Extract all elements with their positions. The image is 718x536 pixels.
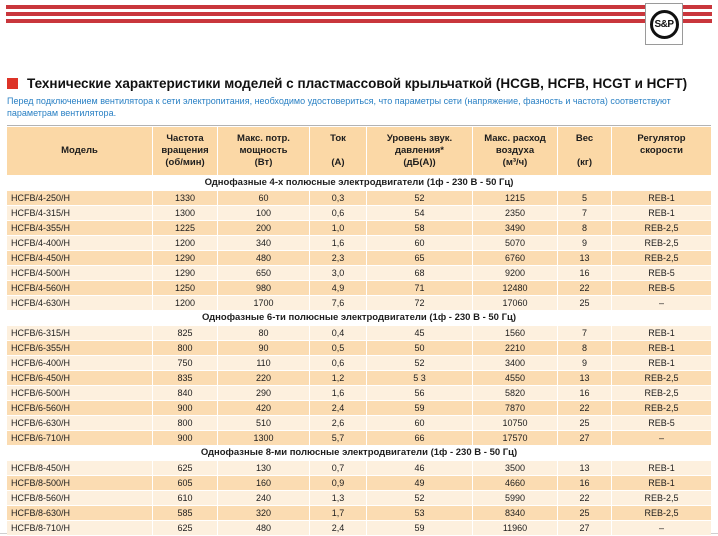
column-header-airflow: Макс. расход воздуха (м³/ч) (473, 127, 557, 175)
cell-power: 1700 (218, 296, 309, 310)
cell-speed: 835 (153, 371, 217, 385)
cell-weight: 7 (558, 326, 611, 340)
cell-model: HCFB/6-710/H (7, 431, 152, 445)
cell-regulator: REB-1 (612, 341, 711, 355)
cell-speed: 1200 (153, 236, 217, 250)
cell-speed: 1290 (153, 251, 217, 265)
cell-regulator: REB-2,5 (612, 401, 711, 415)
cell-airflow: 9200 (473, 266, 557, 280)
cell-airflow: 7870 (473, 401, 557, 415)
table-row (7, 386, 711, 400)
page-content (7, 76, 711, 536)
cell-noise: 54 (367, 206, 472, 220)
cell-model: HCFB/4-500/H (7, 266, 152, 280)
column-header-speed: Частота вращения (об/мин) (153, 127, 217, 175)
cell-speed: 1200 (153, 296, 217, 310)
cell-current: 7,6 (310, 296, 366, 310)
cell-speed: 1290 (153, 266, 217, 280)
column-header-model: Модель (7, 127, 152, 175)
spec-table (7, 125, 711, 535)
cell-current: 1,0 (310, 221, 366, 235)
table-header-row (7, 127, 711, 175)
cell-current: 0,9 (310, 476, 366, 490)
cell-noise: 5 3 (367, 371, 472, 385)
cell-model: HCFB/6-400/H (7, 356, 152, 370)
cell-current: 0,7 (310, 461, 366, 475)
section-header: Однофазные 4-х полюсные электродвигатели (1ф - 230 В - 50 Гц) (7, 176, 711, 190)
cell-weight: 5 (558, 191, 611, 205)
table-row (7, 266, 711, 280)
cell-model: HCFB/8-450/H (7, 461, 152, 475)
cell-model: HCFB/4-630/H (7, 296, 152, 310)
cell-regulator: REB-1 (612, 356, 711, 370)
cell-model: HCFB/4-450/H (7, 251, 152, 265)
cell-noise: 59 (367, 401, 472, 415)
cell-power: 480 (218, 251, 309, 265)
cell-power: 1300 (218, 431, 309, 445)
cell-regulator: REB-2,5 (612, 506, 711, 520)
cell-regulator: REB-1 (612, 206, 711, 220)
cell-current: 3,0 (310, 266, 366, 280)
cell-current: 5,7 (310, 431, 366, 445)
cell-regulator: REB-2,5 (612, 221, 711, 235)
cell-airflow: 12480 (473, 281, 557, 295)
cell-weight: 9 (558, 356, 611, 370)
cell-regulator: REB-2,5 (612, 251, 711, 265)
table-row (7, 296, 711, 310)
cell-power: 240 (218, 491, 309, 505)
cell-regulator: REB-1 (612, 476, 711, 490)
cell-speed: 610 (153, 491, 217, 505)
cell-speed: 1330 (153, 191, 217, 205)
cell-weight: 25 (558, 506, 611, 520)
cell-airflow: 8340 (473, 506, 557, 520)
cell-current: 4,9 (310, 281, 366, 295)
cell-regulator: REB-5 (612, 266, 711, 280)
sp-logo-text: S&P (654, 18, 674, 30)
cell-speed: 800 (153, 416, 217, 430)
cell-airflow: 10750 (473, 416, 557, 430)
table-body (7, 176, 711, 535)
cell-weight: 27 (558, 431, 611, 445)
cell-noise: 49 (367, 476, 472, 490)
table-row (7, 236, 711, 250)
cell-current: 0,5 (310, 341, 366, 355)
cell-noise: 53 (367, 506, 472, 520)
cell-power: 160 (218, 476, 309, 490)
brand-stripe (6, 19, 712, 23)
cell-speed: 900 (153, 431, 217, 445)
cell-weight: 8 (558, 341, 611, 355)
cell-model: HCFB/4-560/H (7, 281, 152, 295)
cell-regulator: REB-2,5 (612, 386, 711, 400)
cell-model: HCFB/8-710/H (7, 521, 152, 535)
cell-noise: 52 (367, 491, 472, 505)
brand-stripe (6, 5, 712, 9)
cell-airflow: 4660 (473, 476, 557, 490)
cell-model: HCFB/4-400/H (7, 236, 152, 250)
cell-model: HCFB/4-355/H (7, 221, 152, 235)
cell-airflow: 3490 (473, 221, 557, 235)
cell-weight: 8 (558, 221, 611, 235)
cell-noise: 72 (367, 296, 472, 310)
cell-model: HCFB/6-315/H (7, 326, 152, 340)
table-row (7, 461, 711, 475)
table-row (7, 281, 711, 295)
cell-current: 1,7 (310, 506, 366, 520)
cell-regulator: REB-1 (612, 326, 711, 340)
table-row (7, 356, 711, 370)
cell-weight: 25 (558, 296, 611, 310)
table-row (7, 506, 711, 520)
cell-power: 420 (218, 401, 309, 415)
cell-speed: 625 (153, 461, 217, 475)
cell-speed: 585 (153, 506, 217, 520)
cell-current: 2,6 (310, 416, 366, 430)
cell-noise: 58 (367, 221, 472, 235)
brand-stripe (6, 12, 712, 16)
cell-speed: 605 (153, 476, 217, 490)
cell-current: 1,2 (310, 371, 366, 385)
cell-weight: 13 (558, 461, 611, 475)
column-header-current: Ток (А) (310, 127, 366, 175)
cell-noise: 56 (367, 386, 472, 400)
table-row (7, 206, 711, 220)
cell-noise: 46 (367, 461, 472, 475)
cell-weight: 9 (558, 236, 611, 250)
cell-noise: 52 (367, 191, 472, 205)
cell-power: 60 (218, 191, 309, 205)
cell-power: 100 (218, 206, 309, 220)
cell-noise: 68 (367, 266, 472, 280)
cell-airflow: 1215 (473, 191, 557, 205)
table-row (7, 326, 711, 340)
cell-airflow: 6760 (473, 251, 557, 265)
cell-model: HCFB/4-315/H (7, 206, 152, 220)
cell-airflow: 2350 (473, 206, 557, 220)
brand-stripes (6, 5, 712, 23)
cell-regulator: – (612, 431, 711, 445)
cell-noise: 60 (367, 416, 472, 430)
cell-regulator: – (612, 296, 711, 310)
cell-airflow: 3400 (473, 356, 557, 370)
cell-power: 320 (218, 506, 309, 520)
cell-current: 2,4 (310, 401, 366, 415)
cell-airflow: 11960 (473, 521, 557, 535)
cell-airflow: 17570 (473, 431, 557, 445)
cell-current: 0,6 (310, 356, 366, 370)
cell-power: 80 (218, 326, 309, 340)
cell-weight: 25 (558, 416, 611, 430)
cell-regulator: REB-5 (612, 281, 711, 295)
cell-speed: 840 (153, 386, 217, 400)
section-header: Однофазные 6-ти полюсные электродвигатели (1ф - 230 В - 50 Гц) (7, 311, 711, 325)
cell-regulator: REB-1 (612, 191, 711, 205)
table-row (7, 191, 711, 205)
cell-airflow: 1560 (473, 326, 557, 340)
sp-logo-circle (650, 10, 679, 39)
sp-logo (645, 3, 683, 45)
cell-speed: 1225 (153, 221, 217, 235)
cell-weight: 27 (558, 521, 611, 535)
cell-speed: 1250 (153, 281, 217, 295)
cell-power: 980 (218, 281, 309, 295)
cell-current: 1,6 (310, 386, 366, 400)
cell-model: HCFB/6-500/H (7, 386, 152, 400)
cell-model: HCFB/8-630/H (7, 506, 152, 520)
cell-current: 0,3 (310, 191, 366, 205)
column-header-regulator: Регулятор скорости (612, 127, 711, 175)
table-row (7, 371, 711, 385)
cell-weight: 22 (558, 491, 611, 505)
cell-speed: 800 (153, 341, 217, 355)
cell-noise: 45 (367, 326, 472, 340)
table-row (7, 416, 711, 430)
cell-regulator: REB-2,5 (612, 371, 711, 385)
cell-weight: 7 (558, 206, 611, 220)
cell-airflow: 17060 (473, 296, 557, 310)
cell-current: 1,6 (310, 236, 366, 250)
cell-regulator: REB-1 (612, 461, 711, 475)
cell-weight: 13 (558, 371, 611, 385)
cell-speed: 1300 (153, 206, 217, 220)
section-title-row (7, 76, 711, 91)
cell-power: 220 (218, 371, 309, 385)
warning-note: Перед подключением вентилятора к сети электропитания, необходимо удостовериться, что параметры сети (напряжение, фазность и частота) соответствуют параметрам вентилятора. (7, 96, 671, 118)
page-title: Технические характеристики моделей с пластмассовой крыльчаткой (HCGB, HCFB, HCGT и HCFT) (27, 76, 688, 91)
cell-airflow: 4550 (473, 371, 557, 385)
cell-model: HCFB/6-630/H (7, 416, 152, 430)
cell-noise: 66 (367, 431, 472, 445)
cell-power: 130 (218, 461, 309, 475)
cell-model: HCFB/6-355/H (7, 341, 152, 355)
cell-speed: 625 (153, 521, 217, 535)
table-row (7, 491, 711, 505)
cell-power: 480 (218, 521, 309, 535)
cell-model: HCFB/8-500/H (7, 476, 152, 490)
table-row (7, 251, 711, 265)
cell-model: HCFB/8-560/H (7, 491, 152, 505)
cell-model: HCFB/6-560/H (7, 401, 152, 415)
cell-weight: 22 (558, 401, 611, 415)
cell-regulator: – (612, 521, 711, 535)
cell-speed: 900 (153, 401, 217, 415)
cell-current: 2,4 (310, 521, 366, 535)
table-row (7, 341, 711, 355)
section-header: Однофазные 8-ми полюсные электродвигатели (1ф - 230 В - 50 Гц) (7, 446, 711, 460)
cell-weight: 22 (558, 281, 611, 295)
cell-model: HCFB/6-450/H (7, 371, 152, 385)
cell-regulator: REB-2,5 (612, 236, 711, 250)
cell-noise: 50 (367, 341, 472, 355)
column-header-power: Макс. потр. мощность (Вт) (218, 127, 309, 175)
column-header-weight: Вес (кг) (558, 127, 611, 175)
cell-power: 290 (218, 386, 309, 400)
cell-airflow: 5990 (473, 491, 557, 505)
column-header-noise: Уровень звук. давления* (дБ(А)) (367, 127, 472, 175)
cell-noise: 60 (367, 236, 472, 250)
cell-power: 90 (218, 341, 309, 355)
cell-weight: 16 (558, 266, 611, 280)
cell-noise: 71 (367, 281, 472, 295)
cell-airflow: 2210 (473, 341, 557, 355)
cell-weight: 13 (558, 251, 611, 265)
cell-power: 510 (218, 416, 309, 430)
cell-model: HCFB/4-250/H (7, 191, 152, 205)
cell-current: 0,4 (310, 326, 366, 340)
cell-weight: 16 (558, 476, 611, 490)
cell-noise: 52 (367, 356, 472, 370)
cell-power: 110 (218, 356, 309, 370)
table-row (7, 431, 711, 445)
cell-current: 1,3 (310, 491, 366, 505)
cell-current: 0,6 (310, 206, 366, 220)
cell-regulator: REB-5 (612, 416, 711, 430)
table-row (7, 401, 711, 415)
cell-power: 340 (218, 236, 309, 250)
cell-noise: 65 (367, 251, 472, 265)
cell-power: 200 (218, 221, 309, 235)
cell-noise: 59 (367, 521, 472, 535)
cell-airflow: 5070 (473, 236, 557, 250)
cell-speed: 825 (153, 326, 217, 340)
table-row (7, 476, 711, 490)
red-square-bullet-icon (7, 78, 18, 89)
cell-speed: 750 (153, 356, 217, 370)
cell-regulator: REB-2,5 (612, 491, 711, 505)
cell-airflow: 3500 (473, 461, 557, 475)
cell-airflow: 5820 (473, 386, 557, 400)
cell-power: 650 (218, 266, 309, 280)
cell-current: 2,3 (310, 251, 366, 265)
table-row (7, 221, 711, 235)
cell-weight: 16 (558, 386, 611, 400)
